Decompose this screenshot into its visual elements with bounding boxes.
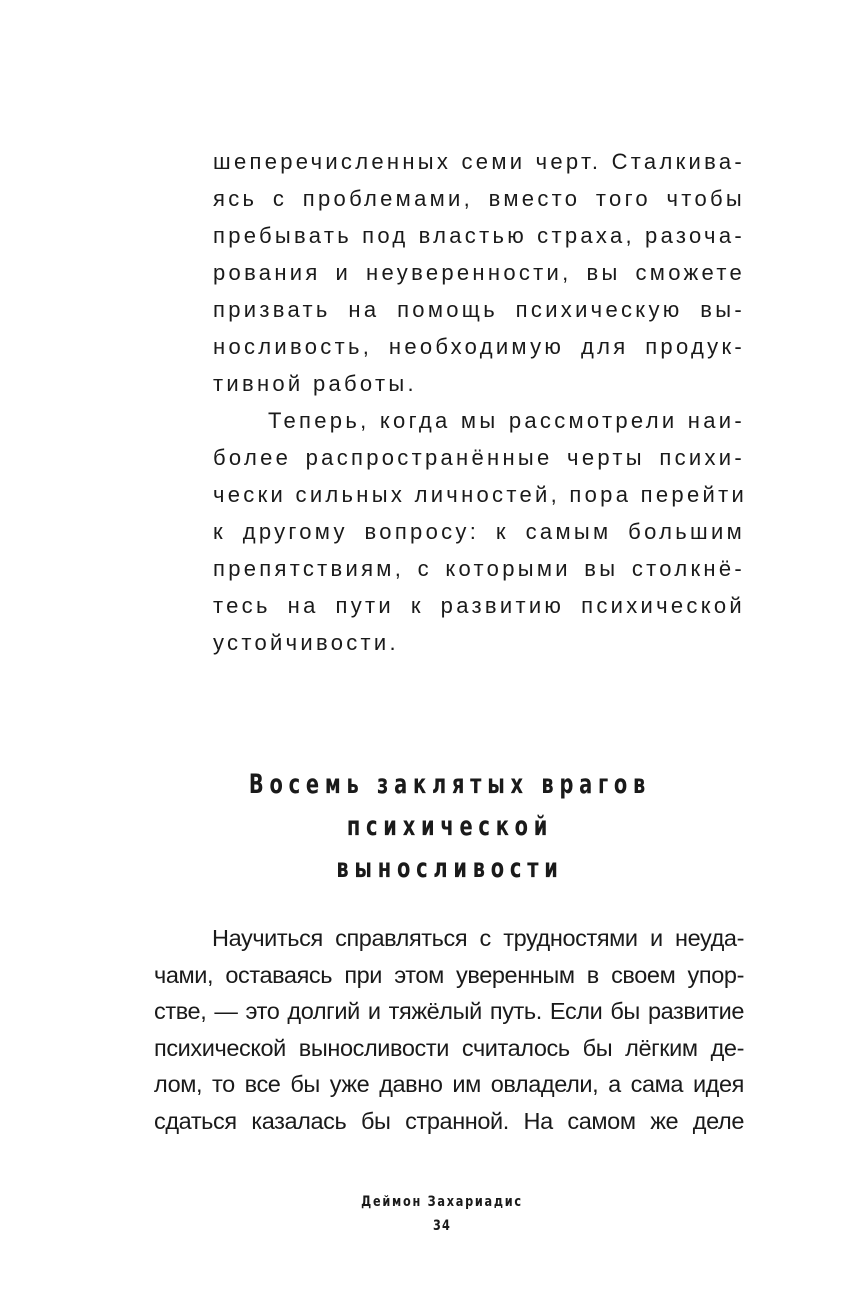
text-line: рования и неуверенности, вы сможете bbox=[213, 260, 745, 285]
text-line: носливость, необходимую для продук- bbox=[213, 334, 745, 359]
boxed-text-section bbox=[213, 143, 748, 661]
text-line: пребывать под властью страха, разоча- bbox=[213, 223, 745, 248]
text-line: призвать на помощь психическую вы- bbox=[213, 297, 745, 322]
text-line: тивной работы. bbox=[213, 371, 417, 396]
text-line: устойчивости. bbox=[213, 630, 399, 655]
text-line: препятствиям, с которыми вы столкнё- bbox=[213, 556, 745, 581]
text-line: стве, — это долгий и тяжёлый путь. Если бы развитие bbox=[154, 998, 744, 1024]
text-line: Теперь, когда мы рассмотрели наи- bbox=[268, 408, 745, 433]
heading-line-2: психической выносливости bbox=[336, 811, 564, 884]
text-line: сдаться казалась бы странной. На самом же деле bbox=[154, 1107, 744, 1134]
section-heading bbox=[234, 764, 666, 890]
text-line: лом, то все бы уже давно им овладели, а сама идея bbox=[154, 1071, 744, 1097]
text-line: шеперечисленных семи черт. Сталкива- bbox=[213, 149, 745, 174]
text-line: Научиться справляться с трудностями и неуда- bbox=[212, 925, 744, 951]
text-line: психической выносливости считалось бы лёгким де- bbox=[154, 1034, 744, 1061]
text-line: тесь на пути к развитию психической bbox=[213, 593, 745, 618]
page-number: 34 bbox=[432, 1218, 452, 1234]
text-line: ясь с проблемами, вместо того чтобы bbox=[213, 186, 745, 211]
text-line: к другому вопросу: к самым большим bbox=[213, 519, 745, 544]
text-line: более распространённые черты психи- bbox=[213, 445, 745, 470]
text-line: чами, оставаясь при этом уверенным в своем упор- bbox=[154, 961, 744, 988]
text-line: чески сильных личностей, пора перейти bbox=[213, 482, 748, 507]
footer-author: Деймон Захариадис bbox=[361, 1194, 523, 1210]
body-paragraph bbox=[154, 920, 744, 1139]
page-footer bbox=[272, 1190, 612, 1238]
heading-line-1: Восемь заклятых врагов bbox=[248, 769, 652, 800]
